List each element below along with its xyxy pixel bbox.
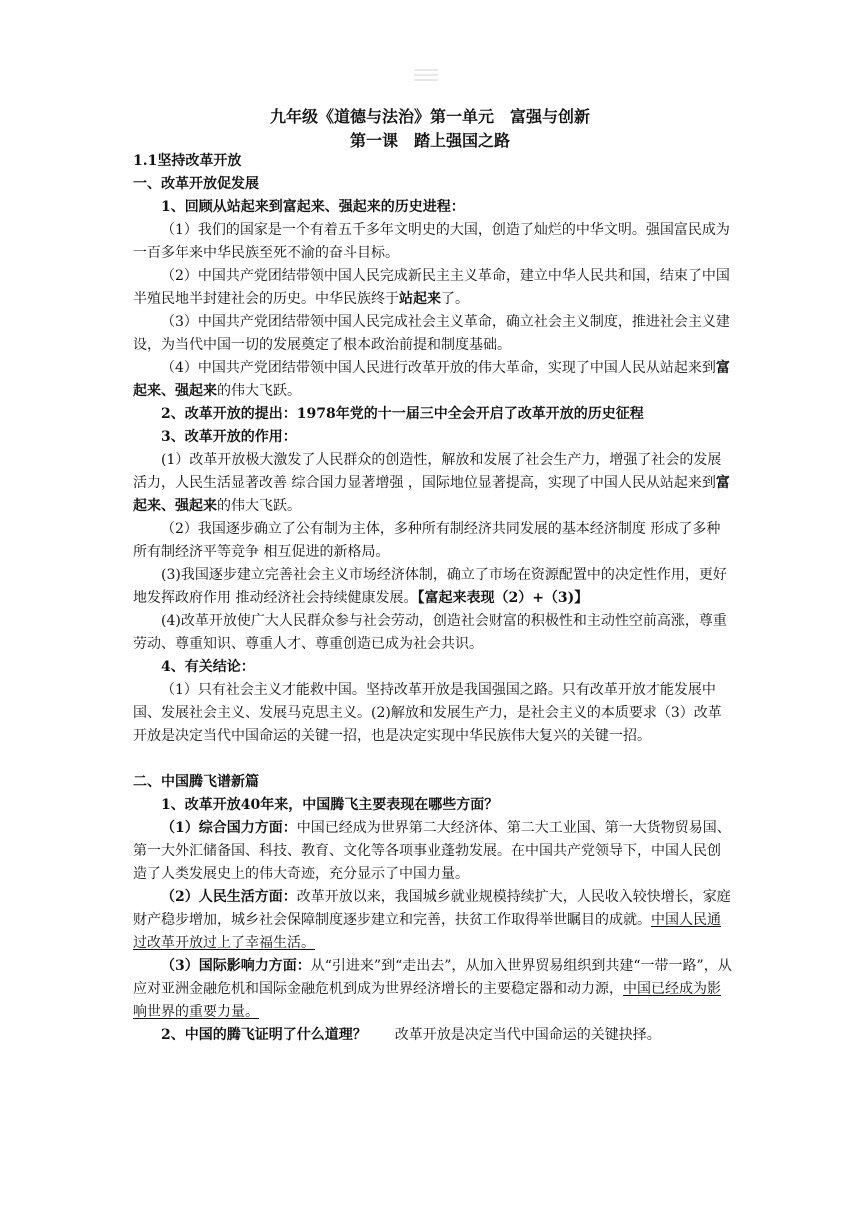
part-heading: 一、改革开放促发展: [133, 176, 259, 192]
paragraph: (3)我国逐步建立完善社会主义市场经济体制，确立了市场在资源配置中的决定性作用，更好地发挥政府作用 推动经济社会持续健康发展。【富起来表现（2）+（3)】: [133, 567, 727, 606]
paragraph: (1）改革开放极大激发了人民群众的创造性，解放和发展了社会生产力，增强了社会的发展活力，人民生活显著改善 综合国力显著增强 ，国际地位显著提高，实现了中国人民从站起来到富起来、强起来的伟大飞跃。: [133, 452, 730, 514]
document-body: [133, 150, 733, 1047]
paragraph: （1）综合国力方面：中国已经成为世界第二大经济体、第二大工业国、第一大货物贸易国、第一大外汇储备国、科技、教育、文化等各项事业蓬勃发展。在中国共产党领导下，中国人民创造了人类发展史上的伟大奇迹，充分显示了中国力量。: [133, 820, 731, 882]
subheading: 2、改革开放的提出：1978年党的十一届三中全会开启了改革开放的历史征程: [161, 406, 644, 422]
paragraph: （4）中国共产党团结带领中国人民进行改革开放的伟大革命，实现了中国人民从站起来到富起来、强起来的伟大飞跃。: [133, 360, 730, 399]
subheading: 3、改革开放的作用：: [161, 429, 297, 445]
paragraph: （2）我国逐步确立了公有制为主体，多种所有制经济共同发展的基本经济制度 形成了多种所有制经济平等竞争 相互促进的新格局。: [133, 521, 721, 560]
watermark-icon: [414, 66, 438, 86]
part-heading: 二、中国腾飞谱新篇: [133, 774, 259, 790]
subheading: 4、有关结论：: [161, 659, 255, 675]
paragraph: 2、中国的腾飞证明了什么道理？ 改革开放是决定当代中国命运的关键抉择。: [161, 1027, 661, 1043]
section-heading: 1.1坚持改革开放: [133, 153, 242, 169]
lesson-title: 第一课 踏上强国之路: [349, 131, 510, 150]
subheading: 1、改革开放40年来，中国腾飞主要表现在哪些方面？: [161, 797, 499, 813]
subheading: 1、回顾从站起来到富起来、强起来的历史进程：: [161, 199, 465, 215]
document-title: 九年级《道德与法治》第一单元 富强与创新: [269, 107, 590, 126]
paragraph: （1）我们的国家是一个有着五千多年文明史的大国，创造了灿烂的中华文明。强国富民成为一百多年来中华民族至死不渝的奋斗目标。: [133, 222, 730, 261]
paragraph: （2）中国共产党团结带领中国人民完成新民主主义革命，建立中华人民共和国，结束了中国半殖民地半封建社会的历史。中华民族终于站起来了。: [133, 268, 730, 307]
paragraph: （2）人民生活方面：改革开放以来，我国城乡就业规模持续扩大，人民收入较快增长，家庭财产稳步增加，城乡社会保障制度逐步建立和完善，扶贫工作取得举世瞩目的成就。中国人民通过改革开放过上了幸福生活。: [133, 889, 731, 951]
paragraph: （1）只有社会主义才能救中国。坚持改革开放是我国强国之路。只有改革开放才能发展中国、发展社会主义、发展马克思主义。(2)解放和发展生产力，是社会主义的本质要求（3）改革开放是决定当代中国命运的关键一招，也是决定实现中华民族伟大复兴的关键一招。: [133, 682, 722, 744]
paragraph: （3）中国共产党团结带领中国人民完成社会主义革命，确立社会主义制度，推进社会主义建设，为当代中国一切的发展奠定了根本政治前提和制度基础。: [133, 314, 730, 353]
paragraph: (4)改革开放使广大人民群众参与社会劳动，创造社会财富的积极性和主动性空前高涨，尊重劳动、尊重知识、尊重人才、尊重创造已成为社会共识。: [133, 613, 727, 652]
paragraph: （3）国际影响力方面：从“引进来”到“走出去”，从加入世界贸易组织到共建“一带一路”，从应对亚洲金融危机和国际金融危机到成为世界经济增长的主要稳定器和动力源，中国已经成为影响世界的重要力量。: [133, 958, 732, 1020]
